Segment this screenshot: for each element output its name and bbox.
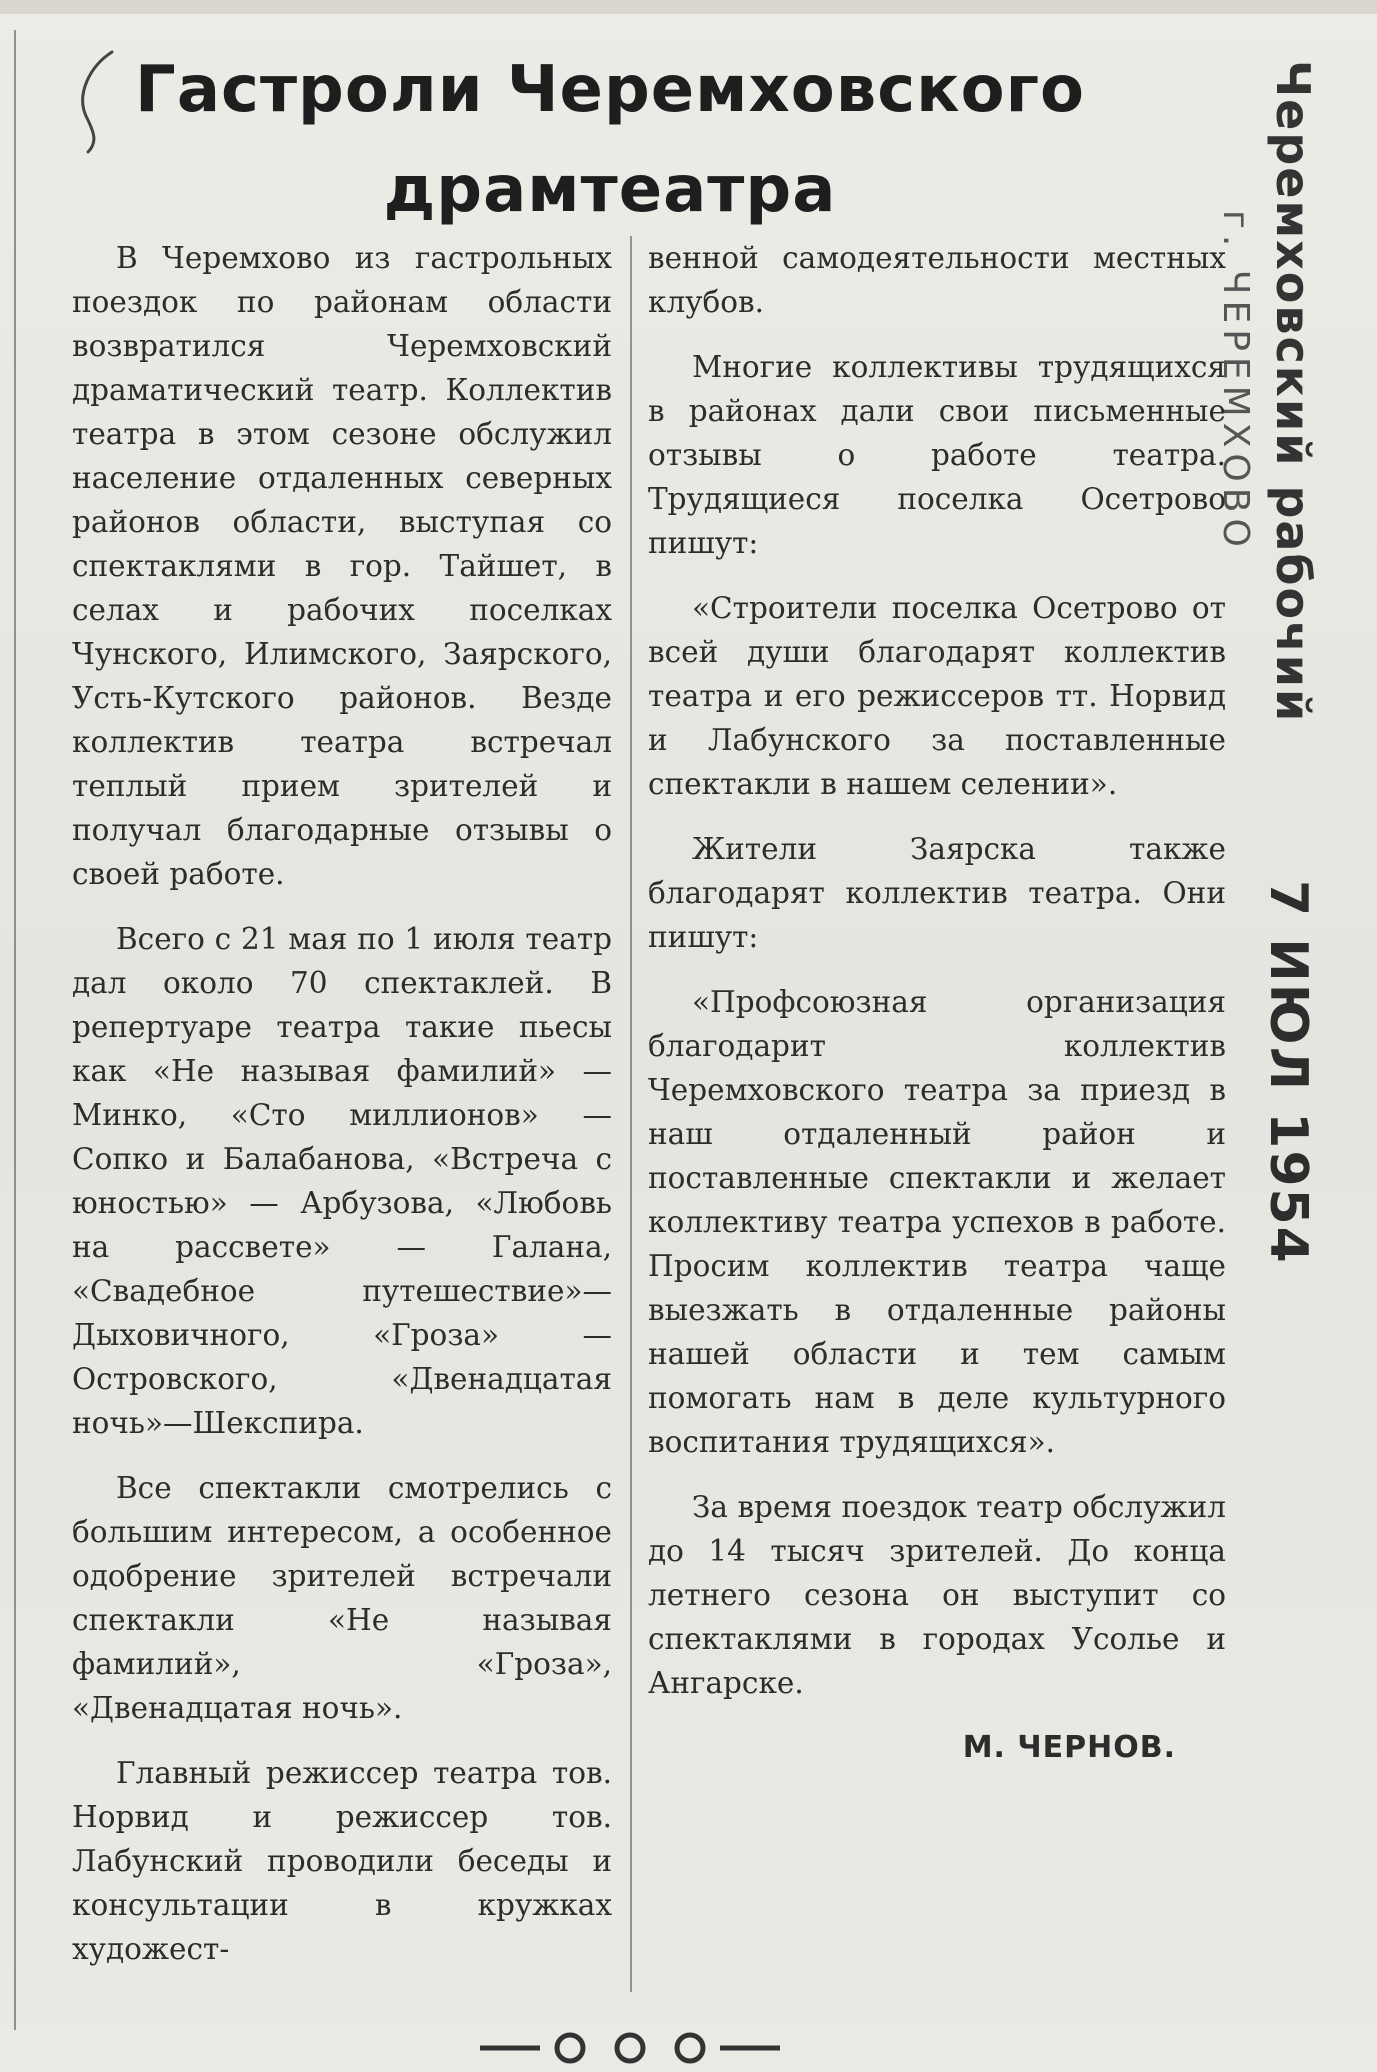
- article-column-2: [648, 236, 1226, 1770]
- headline-line-2: драмтеатра: [383, 153, 837, 227]
- quote-paragraph: «Строители поселка Осетрово от всей души благодарят коллектив театра и его режиссеров тт. Норвид и Лабунского за поставленные спектакли в нашем селении».: [648, 591, 1226, 801]
- paragraph: За время поездок театр обслужил до 14 тысяч зрителей. До конца летнего сезона он выступит со спектаклями в городах Усолье и Ангарске.: [648, 1490, 1226, 1700]
- page-top-edge: [0, 0, 1377, 14]
- left-margin-rule: [14, 30, 16, 2030]
- stamp-city: г. ЧЕРЕМХОВО: [1215, 210, 1256, 553]
- paragraph: Всего с 21 мая по 1 июля театр дал около 70 спектаклей. В репертуаре театра такие пьесы как «Не называя фамилий» — Минко, «Сто миллионов» — Сопко и Балабанова, «Встреча с юностью» — Арбузова, «Любовь на рассвете» — Галана, «Свадебное путешествие»—Дыховичного, «Гроза» — Островского, «Двенадцатая ночь»—Шекспира.: [72, 922, 612, 1440]
- headline-line-1: Гастроли Черемховского: [135, 53, 1085, 127]
- paragraph: Главный режиссер театра тов. Норвид и режиссер тов. Лабунский проводили беседы и консультации в кружках художест-: [72, 1756, 612, 1966]
- paragraph: Все спектакли смотрелись с большим интересом, а особенное одобрение зрителей встречали спектакли «Не называя фамилий», «Гроза», «Двенадцатая ночь».: [72, 1471, 612, 1725]
- paragraph-continued: венной самодеятельности местных клубов.: [648, 241, 1226, 319]
- quote-paragraph: «Профсоюзная организация благодарит коллектив Черемховского театра за приезд в наш отдаленный район и поставленные спектакли и желает коллективу театра успехов в работе. Просим коллектив театра чаще выезжать в отдаленные районы нашей области и тем самым помогать нам в деле культурного воспитания трудящихся».: [648, 985, 1226, 1459]
- headline: [60, 40, 1160, 240]
- paragraph: В Черемхово из гастрольных поездок по районам области возвратился Черемховский драматический театр. Коллектив театра в этом сезоне обслужил население отдаленных северных районов области, выступая со спектаклями в гор. Тайшет, в селах и рабочих поселках Чунского, Илимского, Заярского, Усть-Кутского районов. Везде коллектив театра встречал теплый прием зрителей и получал благодарные отзывы о своей работе.: [72, 241, 612, 891]
- stamp-newspaper-name: Черемховский рабочий: [1266, 60, 1320, 724]
- stamp-date: 7 ИЮЛ 1954: [1258, 880, 1318, 1265]
- paragraph: Многие коллективы трудящихся в районах дали свои письменные отзывы о работе театра. Трудящиеся поселка Осетрово пишут:: [648, 350, 1226, 560]
- author-signature: М. ЧЕРНОВ.: [962, 1730, 1176, 1765]
- end-ornament-icon: [480, 2028, 780, 2068]
- column-divider: [630, 236, 632, 1992]
- paragraph: Жители Заярска также благодарят коллектив театра. Они пишут:: [648, 832, 1226, 954]
- article-column-1: [72, 236, 612, 1992]
